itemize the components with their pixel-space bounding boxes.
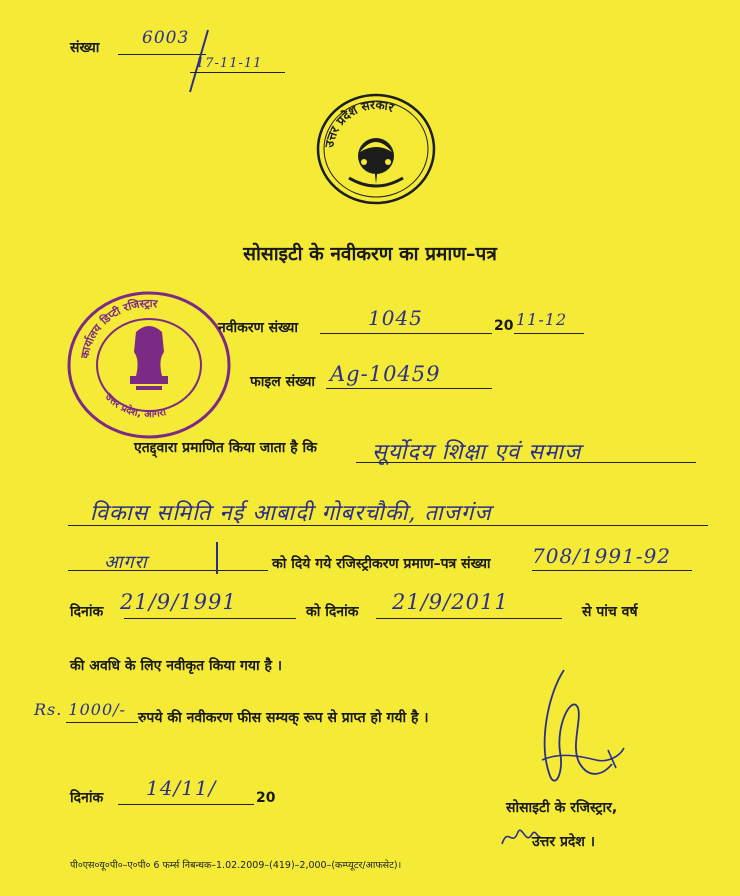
registrar-state: उत्तर प्रदेश । [532,834,596,850]
renewal-year-underline [514,333,584,334]
issue-date-label: दिनांक [70,790,104,806]
registration-number-value: 708/1991-92 [532,544,672,568]
issue-date-underline [118,804,254,805]
fee-amount: Rs. 1000/- [34,700,126,719]
registrar-designation: सोसाइटी के रजिस्ट्रार, [506,800,618,816]
renewal-number-value: 1045 [368,306,423,330]
reference-number: 6003 [142,28,190,48]
svg-text:उत्तर प्रदेश, आगरा [102,391,168,420]
five-years-text: से पांच वर्ष [582,604,638,620]
form-footer: पी०एस०यू०पी०–ए०पी० 6 फर्म्स निबन्धक–1.02.2009–(419)–2,000–(कम्प्यूटर/आफसेट)। [70,860,402,871]
society-name-line-3: आगरा [104,552,148,573]
registrar-signature [520,664,650,794]
reference-date: 17-11-11 [196,56,263,71]
file-number-value: Ag-10459 [330,362,441,386]
stamp-text-bottom: उत्तर प्रदेश, आगरा [102,391,168,421]
society-name-end-mark [210,540,224,576]
stamp-text-top: कार्यालय डिप्टी रजिस्ट्रार [78,296,158,360]
official-stamp [66,290,232,440]
file-number-underline [326,388,492,389]
date-from-label: दिनांक [70,604,104,620]
society-name-underline-3 [68,570,268,571]
registration-text: को दिये गये रजिस्ट्रीकरण प्रमाण–पत्र संख्या [272,556,491,572]
reference-date-underline [190,72,285,73]
period-text: की अवधि के लिए नवीकृत किया गया है । [70,658,283,674]
renewal-year-prefix: 20 [494,318,514,334]
certify-label: एतद्द्वारा प्रमाणित किया जाता है कि [134,440,317,456]
date-to-label: को दिनांक [306,604,359,620]
renewal-number-label: नवीकरण संख्या [218,320,299,336]
fee-text: रुपये की नवीकरण फीस सम्यक् रूप से प्राप्त हो गयी है । [138,710,429,726]
renewal-year-value: 11-12 [516,310,568,329]
reference-label: संख्या [70,40,100,56]
issue-date-value: 14/11/ [146,776,217,800]
society-name-line-2: विकास समिति नई आबादी गोबरचौकी, ताजगंज [90,501,492,526]
date-to-underline [376,618,562,619]
certificate-title: सोसाइटी के नवीकरण का प्रमाण–पत्र [243,243,497,265]
society-name-line-1: सूर्योदय शिक्षा एवं समाज [372,440,582,465]
emblem-arc-text: उत्तर प्रदेश सरकार [322,97,396,149]
fee-underline [66,722,138,723]
issue-year-prefix: 20 [256,790,276,806]
date-from-value: 21/9/1991 [120,590,237,614]
file-number-label: फाइल संख्या [250,374,316,390]
up-government-emblem [315,92,437,206]
date-to-value: 21/9/2011 [392,590,509,614]
renewal-number-underline [320,333,492,334]
registration-number-underline [532,570,692,571]
date-from-underline [124,618,296,619]
